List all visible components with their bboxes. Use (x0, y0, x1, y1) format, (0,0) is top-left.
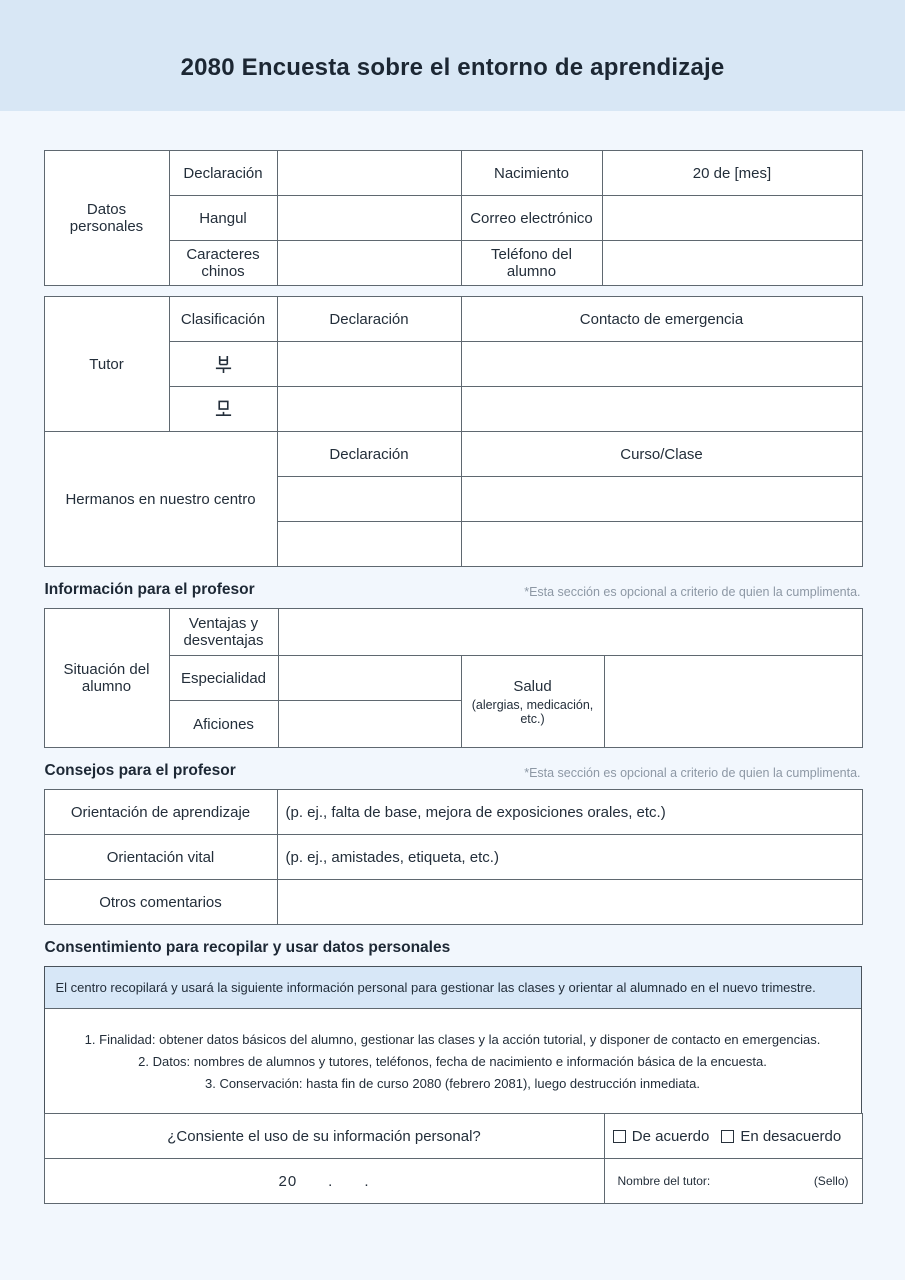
table-row (44, 790, 862, 835)
input-hangul[interactable] (277, 196, 461, 241)
table-row (44, 297, 862, 342)
page-header (0, 0, 905, 111)
table-row (44, 880, 862, 925)
input-hermano-1-declaracion[interactable] (277, 477, 461, 522)
table-row (44, 609, 862, 656)
column-header-declaracion-tutor: Declaración (277, 297, 461, 342)
column-header-declaracion-hermanos: Declaración (277, 432, 461, 477)
input-aficiones[interactable] (278, 701, 461, 748)
input-salud[interactable] (604, 656, 862, 748)
table-row (44, 1159, 862, 1204)
situacion-alumno-table (44, 608, 863, 748)
label-especialidad: Especialidad (169, 656, 278, 701)
section-head-consentimiento (45, 939, 861, 957)
label-de-acuerdo: De acuerdo (631, 1127, 710, 1145)
label-nacimiento: Nacimiento (461, 151, 602, 196)
input-fecha-firma[interactable]: 20 . . (44, 1159, 604, 1204)
checkbox-de-acuerdo[interactable] (613, 1130, 626, 1143)
consent-choices (604, 1114, 862, 1159)
hangul-mo-glyph (214, 400, 233, 419)
consent-item-2: 2. Datos: nombres de alumnos y tutores, teléfonos, fecha de nacimiento e información básica de la encuesta. (138, 1054, 767, 1069)
label-correo-electronico: Correo electrónico (461, 196, 602, 241)
consent-item-3: 3. Conservación: hasta fin de curso 2080 (febrero 2081), luego destrucción inmediata. (204, 1076, 700, 1091)
column-header-contacto-emergencia: Contacto de emergencia (461, 297, 862, 342)
table-row (44, 432, 862, 477)
section-heading-consejos: Consejos para el profesor (44, 762, 236, 779)
label-telefono-alumno: Teléfono del alumno (461, 241, 602, 286)
section-label-tutor: Tutor (44, 297, 169, 432)
label-orientacion-aprendizaje: Orientación de aprendizaje (44, 790, 277, 835)
label-hangul-bu (169, 342, 277, 387)
input-hermano-2-curso[interactable] (461, 522, 862, 567)
label-salud-sub: (alergias, medicación, etc.) (471, 697, 594, 726)
input-nacimiento[interactable]: 20 de [mes] (602, 151, 862, 196)
label-en-desacuerdo: En desacuerdo (740, 1127, 842, 1145)
label-hangul-mo (169, 387, 277, 432)
label-otros-comentarios: Otros comentarios (44, 880, 277, 925)
table-row (44, 151, 862, 196)
input-tutor-padre-declaracion[interactable] (277, 342, 461, 387)
label-sello: (Sello) (813, 1174, 849, 1188)
label-caracteres-chinos: Caracteres chinos (169, 241, 277, 286)
input-tutor-madre-contacto[interactable] (461, 387, 862, 432)
consejos-table (44, 789, 863, 925)
consent-box-body (45, 1009, 861, 1113)
input-hermano-2-declaracion[interactable] (277, 522, 461, 567)
section-head-consejos (45, 762, 861, 780)
optional-note-consejos: *Esta sección es opcional a criterio de quien la cumplimenta. (524, 766, 861, 780)
page-title: 2080 Encuesta sobre el entorno de aprendizaje (180, 53, 725, 81)
section-label-hermanos: Hermanos en nuestro centro (44, 432, 277, 567)
section-label-datos-personales: Datos personales (44, 151, 169, 286)
tutor-hermanos-table (44, 296, 863, 567)
form-body (44, 111, 862, 1204)
input-otros-comentarios[interactable] (277, 880, 862, 925)
tutor-signature-cell[interactable] (604, 1159, 862, 1204)
input-telefono-alumno[interactable] (602, 241, 862, 286)
consent-item-1: 1. Finalidad: obtener datos básicos del alumno, gestionar las clases y la acción tutorial, y disponer de contacto en emergencias. (84, 1032, 821, 1047)
section-heading-info-profesor: Información para el profesor (44, 581, 255, 598)
input-declaracion-alumno[interactable] (277, 151, 461, 196)
input-caracteres-chinos[interactable] (277, 241, 461, 286)
checkbox-en-desacuerdo[interactable] (721, 1130, 734, 1143)
label-nombre-del-tutor: Nombre del tutor: (617, 1174, 711, 1188)
section-heading-consentimiento: Consentimiento para recopilar y usar datos personales (44, 939, 451, 956)
input-especialidad[interactable] (278, 656, 461, 701)
table-row (44, 835, 862, 880)
label-hangul: Hangul (169, 196, 277, 241)
label-declaracion: Declaración (169, 151, 277, 196)
hangul-bu-glyph (214, 355, 233, 374)
input-tutor-madre-declaracion[interactable] (277, 387, 461, 432)
consent-box-header: El centro recopilará y usará la siguiente información personal para gestionar las clases y orientar al alumnado en el nuevo trimestre. (45, 967, 861, 1009)
consent-table (44, 1113, 863, 1204)
input-orientacion-vital[interactable]: (p. ej., amistades, etiqueta, etc.) (277, 835, 862, 880)
label-ventajas-desventajas: Ventajas y desventajas (169, 609, 278, 656)
section-label-situacion: Situación del alumno (44, 609, 169, 748)
table-row (44, 1114, 862, 1159)
label-aficiones: Aficiones (169, 701, 278, 748)
column-header-clasificacion: Clasificación (169, 297, 277, 342)
input-correo-electronico[interactable] (602, 196, 862, 241)
personal-data-table (44, 150, 863, 286)
optional-note-info: *Esta sección es opcional a criterio de quien la cumplimenta. (524, 585, 861, 599)
label-salud: Salud (alergias, medicación, etc.) (461, 656, 604, 748)
column-header-curso-clase: Curso/Clase (461, 432, 862, 477)
consent-question: ¿Consiente el uso de su información personal? (44, 1114, 604, 1159)
consent-box (44, 966, 862, 1114)
section-head-info-profesor (45, 581, 861, 599)
input-hermano-1-curso[interactable] (461, 477, 862, 522)
label-orientacion-vital: Orientación vital (44, 835, 277, 880)
input-tutor-padre-contacto[interactable] (461, 342, 862, 387)
input-orientacion-aprendizaje[interactable]: (p. ej., falta de base, mejora de exposiciones orales, etc.) (277, 790, 862, 835)
input-ventajas-desventajas[interactable] (278, 609, 862, 656)
